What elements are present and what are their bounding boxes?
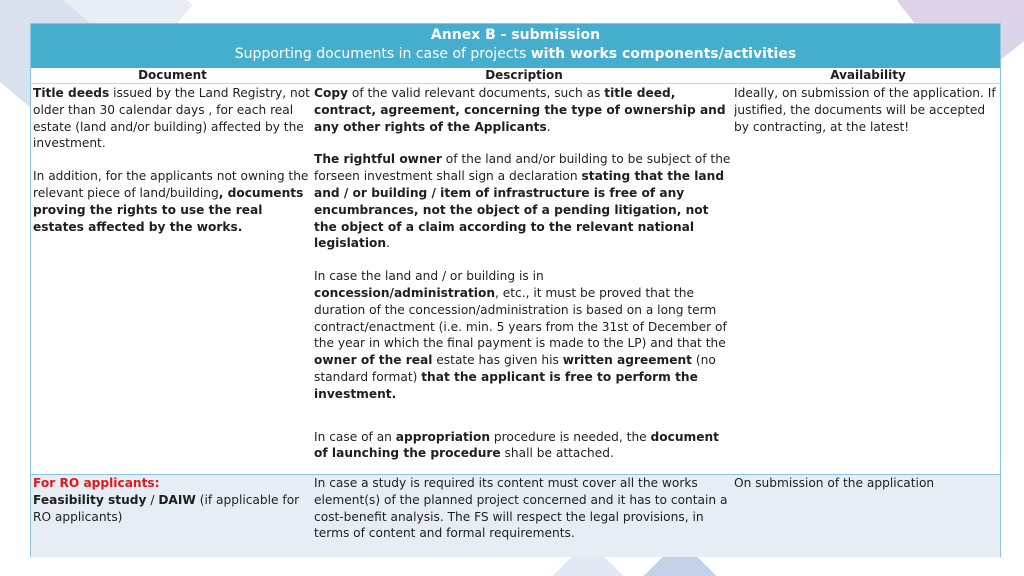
- document-cell: [31, 84, 314, 474]
- document-paragraph: In addition, for the applicants not owning the relevant piece of land/building, documents proving the rights to use the real estates affected by the works.: [33, 169, 309, 234]
- document-cell: [31, 475, 314, 557]
- availability-text: On submission of the application: [734, 476, 935, 490]
- table-title: Annex B - submission: [430, 27, 601, 43]
- description-cell: [314, 475, 734, 557]
- ro-applicants-label: For RO applicants:: [33, 476, 160, 490]
- column-header-availability: Availability: [830, 68, 906, 82]
- document-paragraph: Feasibility study / DAIW (if applicable for RO applicants): [33, 492, 300, 524]
- table-header: [31, 24, 1000, 68]
- description-paragraph: In case a study is required its content must cover all the works element(s) of the planned project concerned and it has to contain a cost-benefit analysis. The FS will respect the legal provisions, in terms of content and formal requirements.: [314, 476, 728, 541]
- document-paragraph: Title deeds issued by the Land Registry, not older than 30 calendar days , for each real estate (land and/or building) affected by the investment.: [33, 86, 310, 151]
- table-row: [31, 84, 1000, 475]
- subtitle-plain: Supporting documents in case of projects: [234, 46, 531, 62]
- column-headers: [31, 68, 1000, 84]
- table-subtitle: [31, 45, 1000, 64]
- column-header-document: Document: [138, 68, 207, 82]
- annex-table: [30, 23, 1001, 557]
- availability-text: Ideally, on submission of the application. If justified, the documents will be accepted by contracting, at the latest!: [734, 86, 996, 134]
- description-paragraph: In case the land and / or building is in concession/administration, etc., it must be proved that the duration of the concession/administration is based on a long term contract/enactment (i.e. min. 5 years from the 31st of December of the year in which the final payment is made to the LP) and that the owner of the real estate has given his written agreement (no standard format) that the applicant is free to perform the investment.: [314, 269, 727, 401]
- availability-cell: [734, 475, 1002, 557]
- table-row: [31, 475, 1000, 557]
- description-paragraph: The rightful owner of the land and/or building to be subject of the forseen investment shall sign a declaration stating that the land and / or building / item of infrastructure is free of any encumbrances, not the object of a pending litigation, not the object of a claim according to the relevant national legislation.: [314, 152, 731, 251]
- description-paragraph: In case of an appropriation procedure is needed, the document of launching the procedure shall be attached.: [314, 429, 720, 461]
- availability-cell: [734, 84, 1002, 474]
- description-cell: [314, 84, 734, 474]
- column-header-description: Description: [485, 68, 563, 82]
- description-paragraph: Copy of the valid relevant documents, such as title deed, contract, agreement, concerning the type of ownership and any other rights of the Applicants.: [314, 86, 726, 134]
- subtitle-bold: with works components/activities: [530, 46, 797, 62]
